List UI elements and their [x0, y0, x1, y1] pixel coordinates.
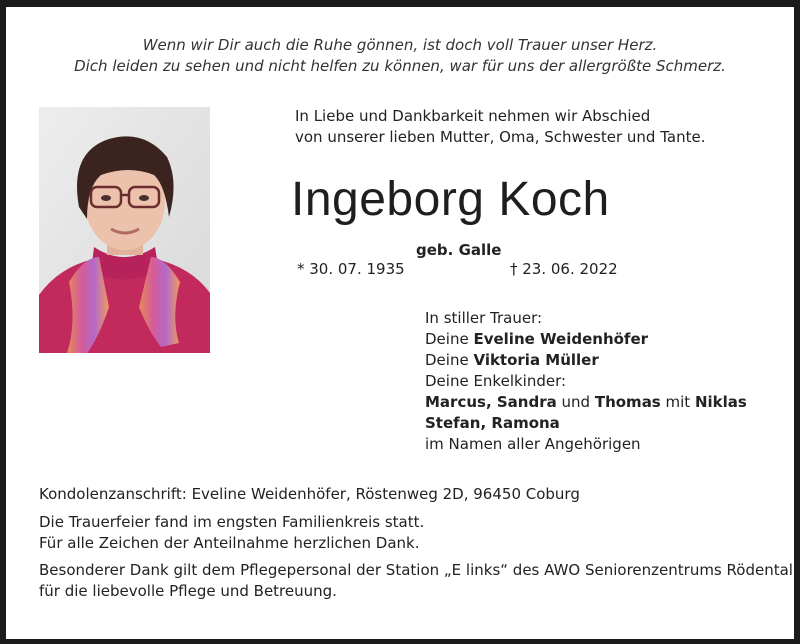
conjunction: mit [665, 393, 691, 411]
thanks-note-2: für die liebevolle Pflege und Betreuung. [39, 582, 337, 600]
mourners-closing: im Namen aller Angehörigen [425, 435, 641, 453]
birth-date: * 30. 07. 1935 [297, 260, 405, 278]
deceased-name: Ingeborg Koch [291, 173, 610, 226]
grandchild-names: Marcus, Sandra [425, 393, 557, 411]
poem-line-2: Dich leiden zu sehen und nicht helfen zu können, war für uns der allergrößte Schmerz. [74, 57, 726, 75]
grandchildren-label: Deine Enkelkinder: [425, 372, 567, 390]
grandchild-name: Thomas [594, 393, 661, 411]
funeral-note-2: Für alle Zeichen der Anteilnahme herzlichen Dank. [39, 534, 420, 552]
deine-label: Deine [425, 330, 469, 348]
condolence-address: Kondolenzanschrift: Eveline Weidenhöfer, Röstenweg 2D, 96450 Coburg [39, 485, 580, 503]
mourning-heading: In stiller Trauer: [425, 309, 543, 327]
mourner-line-2 [425, 350, 599, 371]
grandchildren-line-1 [425, 392, 747, 413]
grandchildren-line-2: Stefan, Ramona [425, 414, 560, 432]
thanks-note-1: Besonderer Dank gilt dem Pflegepersonal der Station „E links“ des AWO Seniorenzentrums Rödental [39, 561, 793, 579]
birth-name: geb. Galle [416, 241, 502, 259]
mourner-name: Eveline Weidenhöfer [473, 330, 649, 348]
conjunction: und [561, 393, 591, 411]
intro-line-2: von unserer lieben Mutter, Oma, Schwester und Tante. [295, 128, 706, 146]
portrait-photo [39, 107, 210, 353]
mourner-name: Viktoria Müller [473, 351, 599, 369]
intro-line-1: In Liebe und Dankbarkeit nehmen wir Abschied [295, 107, 651, 125]
mourner-line-1 [425, 329, 648, 350]
death-date: † 23. 06. 2022 [510, 260, 618, 278]
deine-label: Deine [425, 351, 469, 369]
great-grandchild-name: Niklas [694, 393, 747, 411]
poem-line-1: Wenn wir Dir auch die Ruhe gönnen, ist doch voll Trauer unser Herz. [142, 36, 658, 54]
funeral-note-1: Die Trauerfeier fand im engsten Familienkreis statt. [39, 513, 425, 531]
